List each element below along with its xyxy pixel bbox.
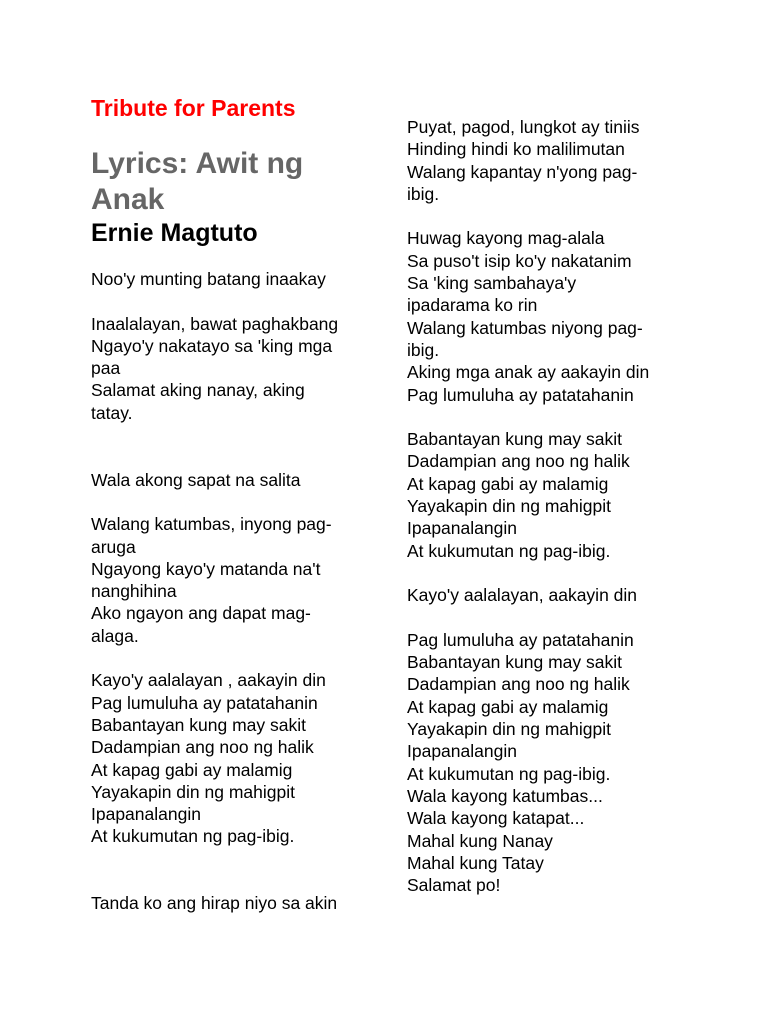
lyrics-line: Walang katumbas, inyong pag- [91,514,332,535]
lyrics-line: Ipapanalangin [91,804,201,825]
lyrics-line: paa [91,358,121,379]
lyrics-line: Wala akong sapat na salita [91,469,301,490]
lyrics-blank-line [407,205,649,227]
lyrics-blank-line [91,848,338,870]
lyrics-line: Ipapanalangin [407,741,517,762]
lyrics-line: Noo'y munting batang inaakay [91,269,326,289]
lyrics-line: Ngayong kayo'y matanda na't [91,558,321,579]
lyrics-line: Dadampian ang noo ng halik [407,674,630,695]
lyrics-line: ibig. [407,339,440,360]
lyrics-line: Walang katumbas niyong pag- [407,317,643,338]
lyrics-left-block [91,268,338,915]
lyrics-line: Puyat, pagod, lungkot ay tiniis [407,117,640,137]
lyrics-blank-line [407,607,649,629]
lyrics-line: Wala kayong katapat... [407,808,585,829]
lyrics-line: Pag lumuluha ay patatahanin [91,692,318,713]
lyrics-line: Mahal kung Tatay [407,852,544,873]
lyrics-line: Mahal kung Nanay [407,830,553,851]
lyrics-blank-line [91,647,338,669]
lyrics-line: Ngayo'y nakatayo sa 'king mga [91,335,333,356]
lyrics-line: nanghihina [91,581,177,602]
lyrics-line: Huwag kayong mag-alala [407,228,605,249]
lyrics-line: At kukumutan ng pag-ibig. [91,826,295,847]
lyrics-line: Wala kayong katumbas... [407,785,603,806]
lyrics-blank-line [91,491,338,513]
lyrics-line: Yayakapin din ng mahigpit [91,781,295,802]
lyrics-line: Hinding hindi ko malilimutan [407,139,625,160]
lyrics-line: Walang kapantay n'yong pag- [407,161,638,182]
lyrics-line: Yayakapin din ng mahigpit [407,496,611,517]
lyrics-line: At kapag gabi ay malamig [407,696,609,717]
lyrics-blank-line [407,562,649,584]
song-title: Lyrics: Awit ng Anak [91,147,304,216]
lyrics-line: tatay. [91,402,133,423]
lyrics-line: aruga [91,536,136,557]
lyrics-line: Sa 'king sambahaya'y [407,273,577,294]
lyrics-line: At kukumutan ng pag-ibig. [407,763,611,784]
lyrics-line: Ako ngayon ang dapat mag- [91,603,311,624]
lyrics-blank-line [91,870,338,892]
lyrics-line: Ipapanalangin [407,518,517,539]
lyrics-line: ipadarama ko rin [407,295,538,316]
lyrics-blank-line [407,406,649,428]
document-title: Tribute for Parents [91,95,296,121]
lyrics-line: ibig. [407,183,440,204]
lyrics-line: Sa puso't isip ko'y nakatanim [407,250,632,271]
lyrics-line: Pag lumuluha ay patatahanin [407,629,634,650]
lyrics-line: Babantayan kung may sakit [407,652,622,673]
lyrics-line: At kapag gabi ay malamig [91,759,293,780]
lyrics-line: Dadampian ang noo ng halik [407,451,630,472]
lyrics-line: Aking mga anak ay aakayin din [407,362,650,383]
lyrics-line: At kapag gabi ay malamig [407,473,609,494]
lyrics-line: Kayo'y aalalayan, aakayin din [407,585,638,606]
lyrics-line: Yayakapin din ng mahigpit [407,719,611,740]
lyrics-line: Pag lumuluha ay patatahanin [407,384,634,405]
lyrics-line: Salamat aking nanay, aking [91,380,305,401]
lyrics-line: Salamat po! [407,875,501,896]
lyrics-line: Kayo'y aalalayan , aakayin din [91,670,326,691]
lyrics-line: Inaalalayan, bawat paghakbang [91,313,339,334]
lyrics-line: Dadampian ang noo ng halik [91,737,314,758]
lyrics-right-block [407,116,649,896]
lyrics-line: alaga. [91,625,139,646]
lyrics-line: At kukumutan ng pag-ibig. [407,540,611,561]
lyrics-blank-line [91,446,338,468]
lyrics-line: Tanda ko ang hirap niyo sa akin [91,893,338,914]
lyrics-line: Babantayan kung may sakit [91,714,306,735]
lyrics-line: Babantayan kung may sakit [407,429,622,450]
lyrics-blank-line [91,424,338,446]
song-author: Ernie Magtuto [91,219,258,247]
lyrics-blank-line [91,290,338,312]
